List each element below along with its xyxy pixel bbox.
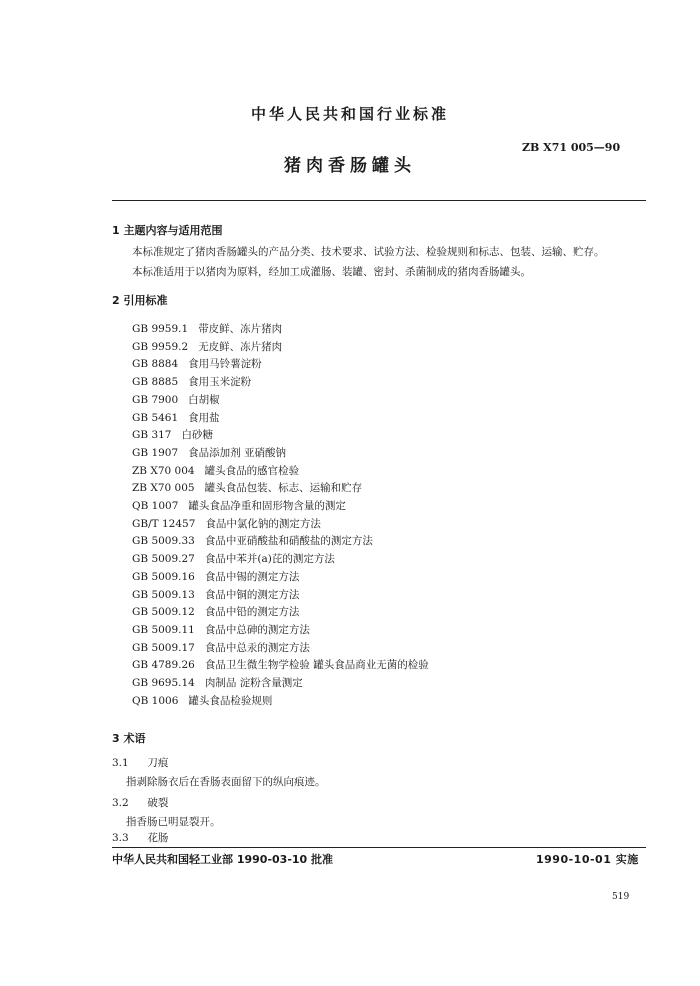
document-title: 猪肉香肠罐头 <box>284 156 416 176</box>
reference-code: GB 8885 <box>132 376 179 389</box>
reference-code: GB 5009.17 <box>132 641 195 654</box>
approval-statement: 中华人民共和国轻工业部 1990-03-10 批准 <box>112 853 334 866</box>
reference-item <box>132 446 286 460</box>
reference-item <box>132 393 220 407</box>
reference-title: 肉制品 淀粉含量测定 <box>204 677 303 689</box>
section-1-paragraph: 本标准规定了猪肉香肠罐头的产品分类、技术要求、试验方法、检验规则和标志、包装、运输、贮存。 <box>132 246 605 258</box>
reference-item <box>132 534 373 548</box>
reference-title: 食品中锡的测定方法 <box>204 570 300 583</box>
reference-title: 食品卫生微生物学检验 罐头食品商业无菌的检验 <box>204 659 429 672</box>
reference-code: GB 5009.16 <box>132 570 195 583</box>
standard-category-title: 中华人民共和国行业标准 <box>250 105 449 123</box>
reference-code: GB 9959.1 <box>132 323 189 335</box>
reference-title: 无皮鲜、冻片猪肉 <box>198 340 283 353</box>
reference-item <box>132 517 321 531</box>
reference-title: 食品添加剂 亚硝酸钠 <box>188 446 287 459</box>
reference-code: GB 5009.13 <box>132 588 195 601</box>
reference-code: GB 7900 <box>132 393 179 406</box>
term-number: 3.2 <box>112 797 129 809</box>
page-number: 519 <box>612 892 630 902</box>
reference-item <box>132 694 272 708</box>
term-name: 刀痕 <box>147 757 169 769</box>
reference-title: 白砂糖 <box>181 429 213 442</box>
section-2-heading: 2 引用标准 <box>112 294 168 307</box>
reference-item <box>132 658 429 672</box>
reference-title: 罐头食品检验规则 <box>188 694 273 707</box>
reference-code: GB 5009.33 <box>132 535 195 548</box>
reference-code: QB 1006 <box>132 694 179 707</box>
footer-rule <box>112 847 646 848</box>
section-3-heading: 3 术语 <box>112 732 146 745</box>
reference-title: 食品中总砷的测定方法 <box>204 623 310 636</box>
term-number: 3.1 <box>112 757 129 769</box>
header-rule <box>112 200 646 201</box>
term-heading <box>112 830 168 845</box>
reference-code: ZB X70 005 <box>132 482 195 495</box>
reference-code: GB 5009.12 <box>132 606 195 619</box>
reference-item <box>132 623 310 637</box>
reference-title: 食品中苯并(a)芘的测定方法 <box>204 553 335 566</box>
reference-code: GB 9959.2 <box>132 340 189 353</box>
reference-code: GB 317 <box>132 429 172 442</box>
reference-code: GB 4789.26 <box>132 659 195 672</box>
reference-code: GB 5009.11 <box>132 623 195 636</box>
reference-item <box>132 588 299 602</box>
reference-title: 食品中总汞的测定方法 <box>204 641 310 654</box>
standard-code: ZB X71 005—90 <box>522 141 621 154</box>
section-1-paragraph: 本标准适用于以猪肉为原料，经加工成灌肠、装罐、密封、杀菌制成的猪肉香肠罐头。 <box>132 266 531 278</box>
reference-item <box>132 357 262 371</box>
reference-title: 食品中亚硝酸盐和硝酸盐的测定方法 <box>204 535 373 548</box>
reference-title: 白胡椒 <box>188 393 220 406</box>
reference-item <box>132 428 213 442</box>
reference-item <box>132 340 282 354</box>
reference-item <box>132 641 310 655</box>
reference-code: GB 5009.27 <box>132 553 195 566</box>
reference-item <box>132 481 362 495</box>
reference-item <box>132 676 303 690</box>
reference-title: 食用盐 <box>188 411 220 424</box>
reference-code: QB 1007 <box>132 500 179 512</box>
reference-item <box>132 605 299 619</box>
reference-item <box>132 464 299 478</box>
reference-code: GB 5461 <box>132 411 179 424</box>
reference-code: GB 1907 <box>132 446 179 459</box>
reference-title: 罐头食品净重和固形物含量的测定 <box>188 500 346 512</box>
reference-item <box>132 570 299 584</box>
term-heading <box>112 755 168 770</box>
reference-item <box>132 411 220 425</box>
term-number: 3.3 <box>112 832 129 844</box>
reference-title: 食品中铜的测定方法 <box>204 588 300 601</box>
term-definition: 指香肠已明显裂开。 <box>126 816 221 828</box>
term-heading <box>112 795 168 810</box>
reference-item <box>132 552 335 566</box>
reference-code: GB 8884 <box>132 358 179 371</box>
reference-title: 罐头食品的感官检验 <box>204 464 300 477</box>
reference-item <box>132 499 346 513</box>
reference-item <box>132 322 282 336</box>
section-1-heading: 1 主题内容与适用范围 <box>112 224 223 237</box>
reference-code: GB/T 12457 <box>132 517 196 530</box>
effective-date: 1990-10-01 实施 <box>536 853 639 866</box>
reference-code: ZB X70 004 <box>132 464 195 477</box>
term-definition: 指剥除肠衣后在香肠表面留下的纵向痕迹。 <box>126 776 326 788</box>
reference-title: 带皮鲜、冻片猪肉 <box>198 323 283 335</box>
reference-title: 罐头食品包装、标志、运输和贮存 <box>204 482 363 495</box>
term-name: 破裂 <box>147 797 169 809</box>
reference-title: 食品中铅的测定方法 <box>204 606 300 619</box>
reference-title: 食品中氯化钠的测定方法 <box>205 517 321 530</box>
reference-title: 食用马铃薯淀粉 <box>188 358 262 371</box>
reference-title: 食用玉米淀粉 <box>188 376 252 389</box>
reference-item <box>132 375 251 389</box>
term-name: 花肠 <box>147 832 169 844</box>
reference-code: GB 9695.14 <box>132 677 195 689</box>
